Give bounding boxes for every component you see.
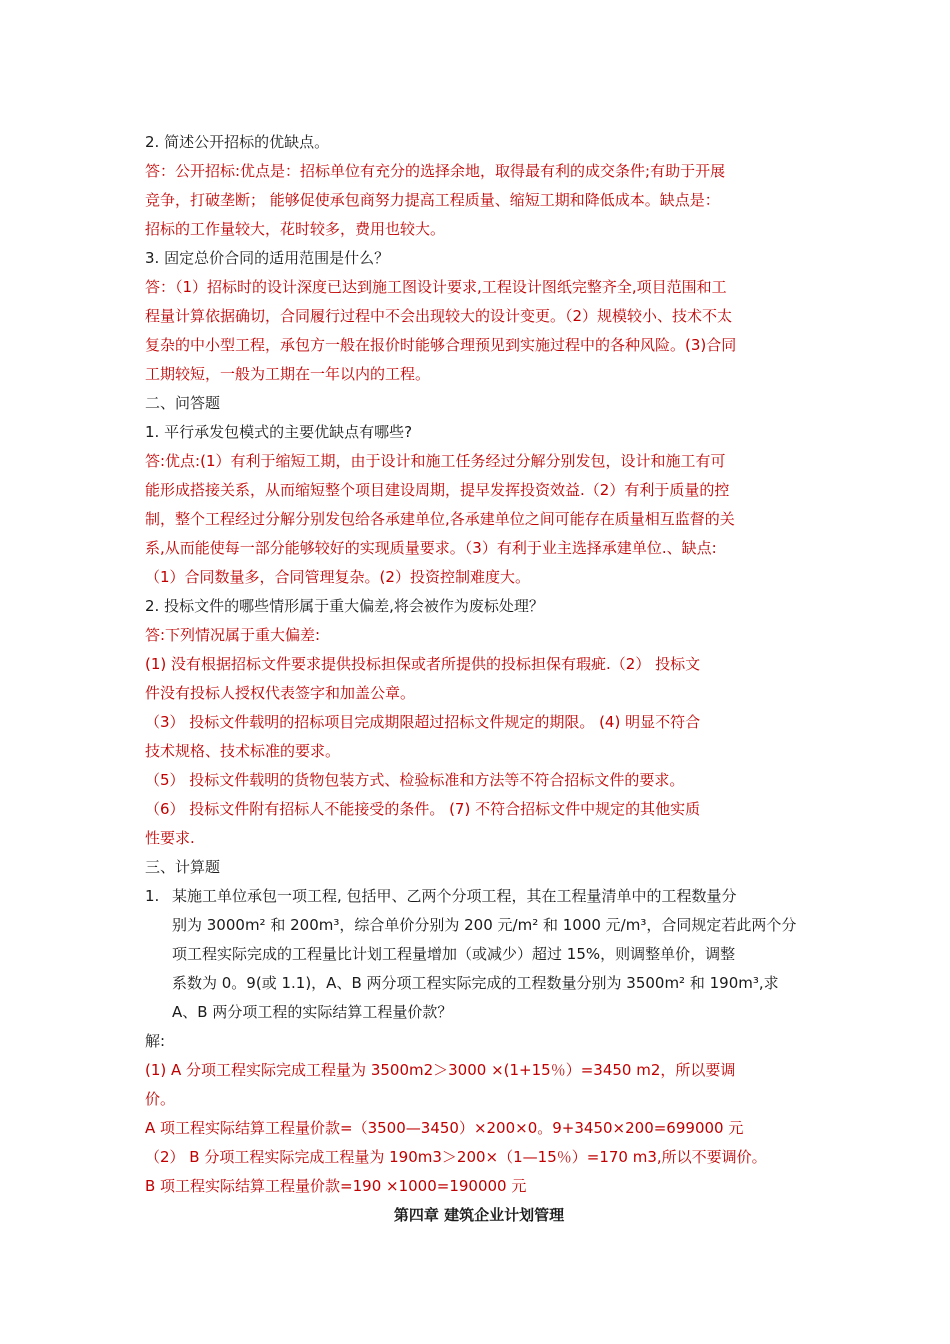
solution-line: A 项工程实际结算工程量价款=（3500—3450）×200×0。9+3450×200=699000 元: [145, 1119, 744, 1137]
question-3-title: 3. 固定总价合同的适用范围是什么？: [145, 249, 390, 267]
answer-line: （5） 投标文件载明的货物包装方式、检验标准和方法等不符合招标文件的要求。: [145, 771, 685, 789]
answer-line: 招标的工作量较大，花时较多，费用也较大。: [145, 220, 446, 238]
answer-line: 答:下列情况属于重大偏差:: [145, 626, 321, 644]
calc-1-number: 1.: [145, 887, 160, 905]
answer-line: 制，整个工程经过分解分别发包给各承建单位,各承建单位之间可能存在质量相互监督的关: [145, 510, 735, 528]
solution-line: B 项工程实际结算工程量价款=190 ×1000=190000 元: [145, 1177, 527, 1195]
answer-line: (1) 没有根据招标文件要求提供投标担保或者所提供的投标担保有瑕疵.（2） 投标文: [145, 655, 701, 673]
calc-1-line: [145, 882, 813, 911]
calc-1-text: 某施工单位承包一项工程, 包括甲、乙两个分项工程，其在工程量清单中的工程数量分: [172, 887, 737, 905]
calc-1-line: 项工程实际完成的工程量比计划工程量增加（或减少）超过 15%，则调整单价，调整: [172, 945, 736, 963]
answer-line: 性要求.: [145, 829, 195, 847]
answer-line: （3） 投标文件载明的招标项目完成期限超过招标文件规定的期限。 (4) 明显不符合: [145, 713, 701, 731]
qa-2-title: 2. 投标文件的哪些情形属于重大偏差,将会被作为废标处理？: [145, 597, 544, 615]
solution-line: 价。: [145, 1090, 176, 1108]
chapter-title: 第四章 建筑企业计划管理: [393, 1206, 565, 1224]
section-2-title: 二、问答题: [145, 394, 221, 412]
answer-line: 工期较短，一般为工期在一年以内的工程。: [145, 365, 431, 383]
answer-line: 技术规格、技术标准的要求。: [145, 742, 341, 760]
solution-label: 解:: [145, 1032, 166, 1050]
question-2-title: 2. 简述公开招标的优缺点。: [145, 133, 330, 151]
answer-line: （6） 投标文件附有招标人不能接受的条件。 (7) 不符合招标文件中规定的其他实质: [145, 800, 701, 818]
answer-line: 件没有投标人授权代表签字和加盖公章。: [145, 684, 416, 702]
solution-line: (1) A 分项工程实际完成工程量为 3500m2＞3000 ×(1+15％）=3450 m2，所以要调: [145, 1061, 736, 1079]
document-body: [145, 128, 813, 1230]
answer-line: 复杂的中小型工程，承包方一般在报价时能够合理预见到实施过程中的各种风险。(3)合同: [145, 336, 737, 354]
answer-line: 答:优点:(1）有利于缩短工期，由于设计和施工任务经过分解分别发包，设计和施工有可: [145, 452, 726, 470]
answer-line: 答：（1）招标时的设计深度已达到施工图设计要求,工程设计图纸完整齐全,项目范围和工: [145, 278, 727, 296]
section-3-title: 三、计算题: [145, 858, 221, 876]
answer-line: 竞争，打破垄断； 能够促使承包商努力提高工程质量、缩短工期和降低成本。缺点是：: [145, 191, 720, 209]
answer-line: 程量计算依据确切，合同履行过程中不会出现较大的设计变更。（2）规模较小、技术不太: [145, 307, 733, 325]
solution-line: （2） B 分项工程实际完成工程量为 190m3＞200×（1—15％）=170 m3,所以不要调价。: [145, 1148, 767, 1166]
calc-1-line: A、B 两分项工程的实际结算工程量价款？: [172, 1003, 453, 1021]
calc-1-line: 别为 3000m² 和 200m³，综合单价分别为 200 元/m² 和 1000 元/m³，合同规定若此两个分: [172, 916, 797, 934]
qa-1-title: 1. 平行承发包模式的主要优缺点有哪些?: [145, 423, 413, 441]
calc-1-line: 系数为 0。9(或 1.1)，A、B 两分项工程实际完成的工程数量分别为 3500m² 和 190m³,求: [172, 974, 779, 992]
answer-line: （1）合同数量多，合同管理复杂。(2）投资控制难度大。: [145, 568, 530, 586]
answer-line: 能形成搭接关系，从而缩短整个项目建设周期，提早发挥投资效益.（2）有利于质量的控: [145, 481, 730, 499]
answer-line: 系,从而能使每一部分能够较好的实现质量要求。（3）有利于业主选择承建单位.、缺点:: [145, 539, 717, 557]
answer-line: 答：公开招标:优点是：招标单位有充分的选择余地，取得最有利的成交条件;有助于开展: [145, 162, 726, 180]
